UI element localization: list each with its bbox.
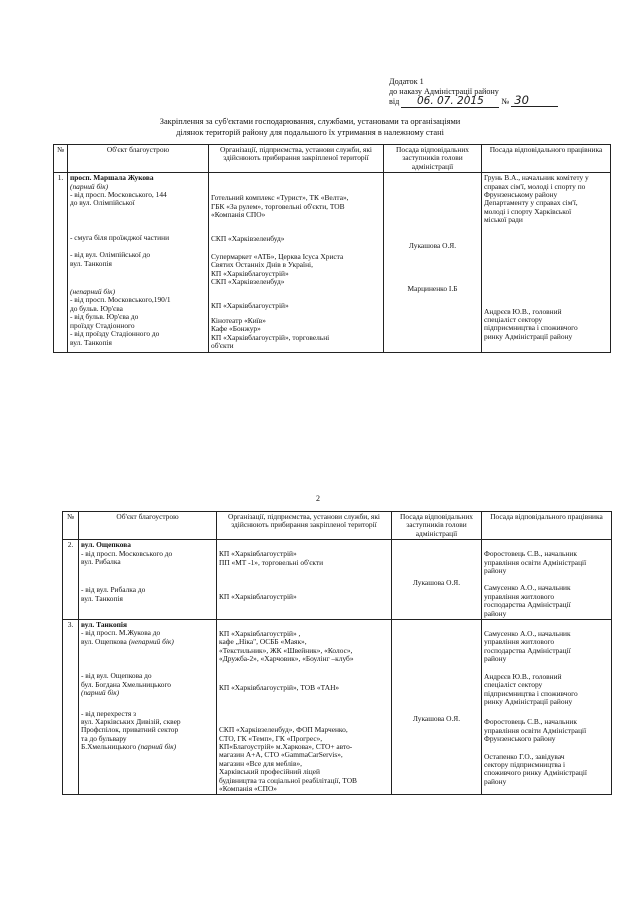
deputy-name: Лукашова О.Я. — [412, 578, 461, 588]
handwritten-date: 06. 07. 2015 — [401, 97, 499, 108]
appendix-header — [389, 77, 558, 108]
org-line: Харківський професійний ліцей — [219, 767, 320, 777]
title-line-2: ділянок територій району для подальшого їх утримання в належному стані — [176, 127, 444, 137]
responsible-line: господарства Адміністрації — [484, 600, 571, 610]
segment-line: - від бульв. Юр'єва до — [70, 312, 139, 322]
org-line: КП «Харківблагоустрій» — [211, 268, 289, 278]
street-name: вул. Ощепкова — [81, 540, 131, 550]
order-reference: до наказу Адміністрації району — [389, 86, 499, 96]
org-line: Святих Останніх Днів в Україні, — [211, 260, 313, 270]
deputy-cell — [392, 540, 482, 620]
col-header-responsible: Посада відповідального працівника — [482, 512, 612, 540]
responsible-line: ринку Адміністрації району — [484, 331, 573, 341]
responsible-line: господарства Адміністрації — [484, 645, 571, 655]
street-name: просп. Маршала Жукова — [70, 173, 154, 183]
organizations-cell — [217, 540, 392, 620]
org-line: КП«Благоустрій» м.Харкова», СТО+ авто- — [219, 741, 353, 751]
col-header-object: Об'єкт благоустрою — [79, 512, 217, 540]
responsible-line: Фрунзенському району — [484, 190, 558, 200]
responsible-line: підприємництва і споживчого — [484, 688, 578, 698]
org-line: Кафе «Бонжур» — [211, 324, 261, 334]
segment-line: вул. Танкопія — [70, 258, 112, 268]
responsible-cell — [482, 173, 611, 352]
responsible-line: управління освіти Адміністрації — [484, 725, 587, 735]
segment-line: до бульв. Юр'єва — [70, 303, 123, 313]
org-line: будівництва та соціальної реабілітації, ТОВ — [219, 775, 357, 785]
org-line: КП «Харківблагоустрій» , — [219, 629, 301, 639]
handwritten-order-number: 30 — [511, 96, 558, 107]
side-label: (непарний бік) — [70, 287, 116, 297]
assignments-table-page-1 — [53, 144, 611, 353]
date-prefix: від — [389, 97, 400, 107]
col-header-object: Об'єкт благоустрою — [68, 145, 209, 173]
segment-line: - від вул. Олімпійської до — [70, 250, 151, 260]
segment-line: - від просп. Московського,190/1 — [70, 295, 171, 305]
org-line: ГБК «За рулем», торговельні об'єкти, ТОВ — [211, 201, 345, 211]
segment-line: вул. Рибалка — [81, 557, 121, 567]
segment-line: Профспілок, приватний сектор — [81, 725, 179, 735]
col-header-number: № — [63, 512, 79, 540]
org-line: ПП «МТ -1», торговельні об'єкти — [219, 557, 324, 567]
segment-line: - від просп. М.Жукова до — [81, 628, 161, 638]
org-line: «Компанія «СПО» — [219, 783, 277, 793]
segment-line: вул. Танкопія — [70, 337, 112, 347]
segment-line: вул. Харківських Дивізій, сквер — [81, 716, 181, 726]
responsible-line: управління житлового — [484, 591, 555, 601]
org-line: магазин А+А, СТО «GammaCarServis», — [219, 750, 343, 760]
col-header-responsible: Посада відповідального працівника — [482, 145, 611, 173]
appendix-label: Додаток 1 — [389, 77, 424, 86]
responsible-line: Грунь В.А., начальник комітету у — [484, 173, 589, 183]
document-title — [110, 117, 510, 138]
deputy-name: Лукашова О.Я. — [408, 241, 457, 251]
responsible-line: району — [484, 654, 507, 664]
responsible-line: Андрєєв Ю.В., головний — [484, 306, 562, 316]
row-number: 3. — [63, 620, 79, 795]
responsible-line: Форостовець С.В., начальник — [484, 549, 577, 559]
org-line: «Дружба-2», «Харчовик», «Боулінг –клуб» — [219, 654, 354, 664]
responsible-cell — [482, 540, 612, 620]
org-line: Кінотеатр «Київ» — [211, 315, 266, 325]
responsible-line: молоді і спорту Харківської — [484, 206, 572, 216]
segment-line: - від просп. Московського до — [81, 548, 173, 558]
responsible-line: справах сім'ї, молоді і спорту по — [484, 181, 586, 191]
table-row — [63, 540, 612, 620]
responsible-line: споживчого ринку Адміністрації — [484, 768, 587, 778]
responsible-line: управління освіти Адміністрації — [484, 557, 587, 567]
page-number: 2 — [316, 494, 320, 503]
col-header-organizations: Організації, підприємства, установи служби, які здійснюють прибирання закріпленої території — [209, 145, 384, 173]
org-line: СКП «Харківзеленбуд», ФОП Марченко, — [219, 725, 348, 735]
org-line: КП «Харківблагоустрій», торговельні — [211, 332, 330, 342]
segment-text: Б.Хмельницького — [81, 742, 137, 752]
col-header-deputy: Посада відповідальних заступників голови адміністрації — [384, 145, 482, 173]
responsible-line: спеціаліст сектору — [484, 680, 543, 690]
responsible-line: району — [484, 776, 507, 786]
org-line: КП «Харківблагоустрій», ТОВ «ТАН» — [219, 682, 340, 692]
object-cell — [79, 620, 217, 795]
organizations-cell — [209, 173, 384, 352]
side-label: (непарний бік) — [128, 636, 174, 646]
org-line: СКП «Харківзеленбуд» — [211, 234, 285, 244]
table-header-row — [54, 145, 611, 173]
row-number: 2. — [63, 540, 79, 620]
responsible-line: Остапенко Г.О., завідувач — [484, 751, 565, 761]
responsible-line: міської ради — [484, 215, 523, 225]
col-header-organizations: Організації, підприємства, установи служби, які здійснюють прибирання закріпленої території — [217, 512, 392, 540]
responsible-line: ринку Адміністрації району — [484, 696, 573, 706]
side-label: (парний бік) — [70, 181, 109, 191]
org-line: об'єкти — [211, 341, 234, 351]
org-line: КП «Харківблагоустрій» — [219, 549, 297, 559]
responsible-line: Департаменту у справах сім'ї, — [484, 198, 578, 208]
segment-line: - від вул. Рибалка до — [81, 585, 146, 595]
responsible-line: спеціаліст сектору — [484, 315, 543, 325]
side-label: (парний бік) — [81, 688, 120, 698]
assignments-table-page-2 — [62, 511, 612, 795]
org-line: «Компанія СПО» — [211, 210, 266, 220]
responsible-line: Андрєєв Ю.В., головний — [484, 671, 562, 681]
col-header-deputy: Посада відповідальних заступників голови адміністрації — [392, 512, 482, 540]
org-line: Готельний комплекс «Турист», ТК «Велта», — [211, 193, 349, 203]
segment-line: - від просп. Московського, 144 — [70, 190, 167, 200]
segment-line: бул. Богдана Хмельницького — [81, 679, 171, 689]
segment-line: та до бульвару — [81, 733, 127, 743]
org-line: СКП «Харківзеленбуд» — [211, 277, 285, 287]
segment-line: - від вул. Ощепкова до — [81, 671, 152, 681]
responsible-line: Самусенко А.О., начальник — [484, 629, 571, 639]
segment-line — [81, 638, 214, 646]
segment-line: - від проїзду Стадіонного до — [70, 329, 160, 339]
segment-line: вул. Танкопія — [81, 593, 123, 603]
deputy-cell — [384, 173, 482, 352]
organizations-cell — [217, 620, 392, 795]
col-header-number: № — [54, 145, 68, 173]
segment-line: - смуга біля проїжджої частини — [70, 232, 170, 242]
order-date-line — [389, 93, 558, 108]
responsible-line: району — [484, 608, 507, 618]
segment-line: до вул. Олімпійської — [70, 198, 135, 208]
street-name: вул. Танкопія — [81, 620, 127, 630]
table-header-row — [63, 512, 612, 540]
object-cell — [79, 540, 217, 620]
org-line: СТО, ГК «Темп», ГК «Прогрес», — [219, 733, 323, 743]
deputy-cell — [392, 620, 482, 795]
responsible-line: управління житлового — [484, 637, 555, 647]
org-line: «Текстильник», ЖК «Швейник», «Колос», — [219, 645, 353, 655]
row-number: 1. — [54, 173, 68, 352]
org-line: КП «Харківблагоустрій» — [211, 301, 289, 311]
table-row — [63, 620, 612, 795]
segment-line: - від перехрестя з — [81, 708, 137, 718]
org-line: КП «Харківблагоустрій» — [219, 592, 297, 602]
side-label: (парний бік) — [138, 742, 177, 752]
org-line: магазин «Все для меблів», — [219, 758, 303, 768]
responsible-line: Самусенко А.О., начальник — [484, 583, 571, 593]
table-row — [54, 173, 611, 352]
deputy-name: Марциненко І.Б — [407, 283, 458, 293]
responsible-line: Фрунзенського району — [484, 734, 556, 744]
segment-line — [81, 743, 214, 751]
object-cell — [68, 173, 209, 352]
org-line: Супермаркет «АТБ», Церква Ісуса Христа — [211, 251, 344, 261]
deputy-name: Лукашова О.Я. — [412, 714, 461, 724]
responsible-line: підприємництва і споживчого — [484, 323, 578, 333]
title-line-1: Закріплення за суб'єктами господарювання, службами, установами та організаціями — [159, 117, 461, 126]
responsible-cell — [482, 620, 612, 795]
responsible-line: району — [484, 566, 507, 576]
org-line: кафе „Ніка", ОСББ «Маяк», — [219, 637, 307, 647]
segment-text: вул. Ощепкова — [81, 636, 127, 646]
segment-line: проїзду Стадіонного — [70, 320, 135, 330]
number-prefix: № — [501, 97, 510, 107]
responsible-line: сектору підприємництва і — [484, 759, 566, 769]
responsible-line: Форостовець С.В., начальник — [484, 717, 577, 727]
